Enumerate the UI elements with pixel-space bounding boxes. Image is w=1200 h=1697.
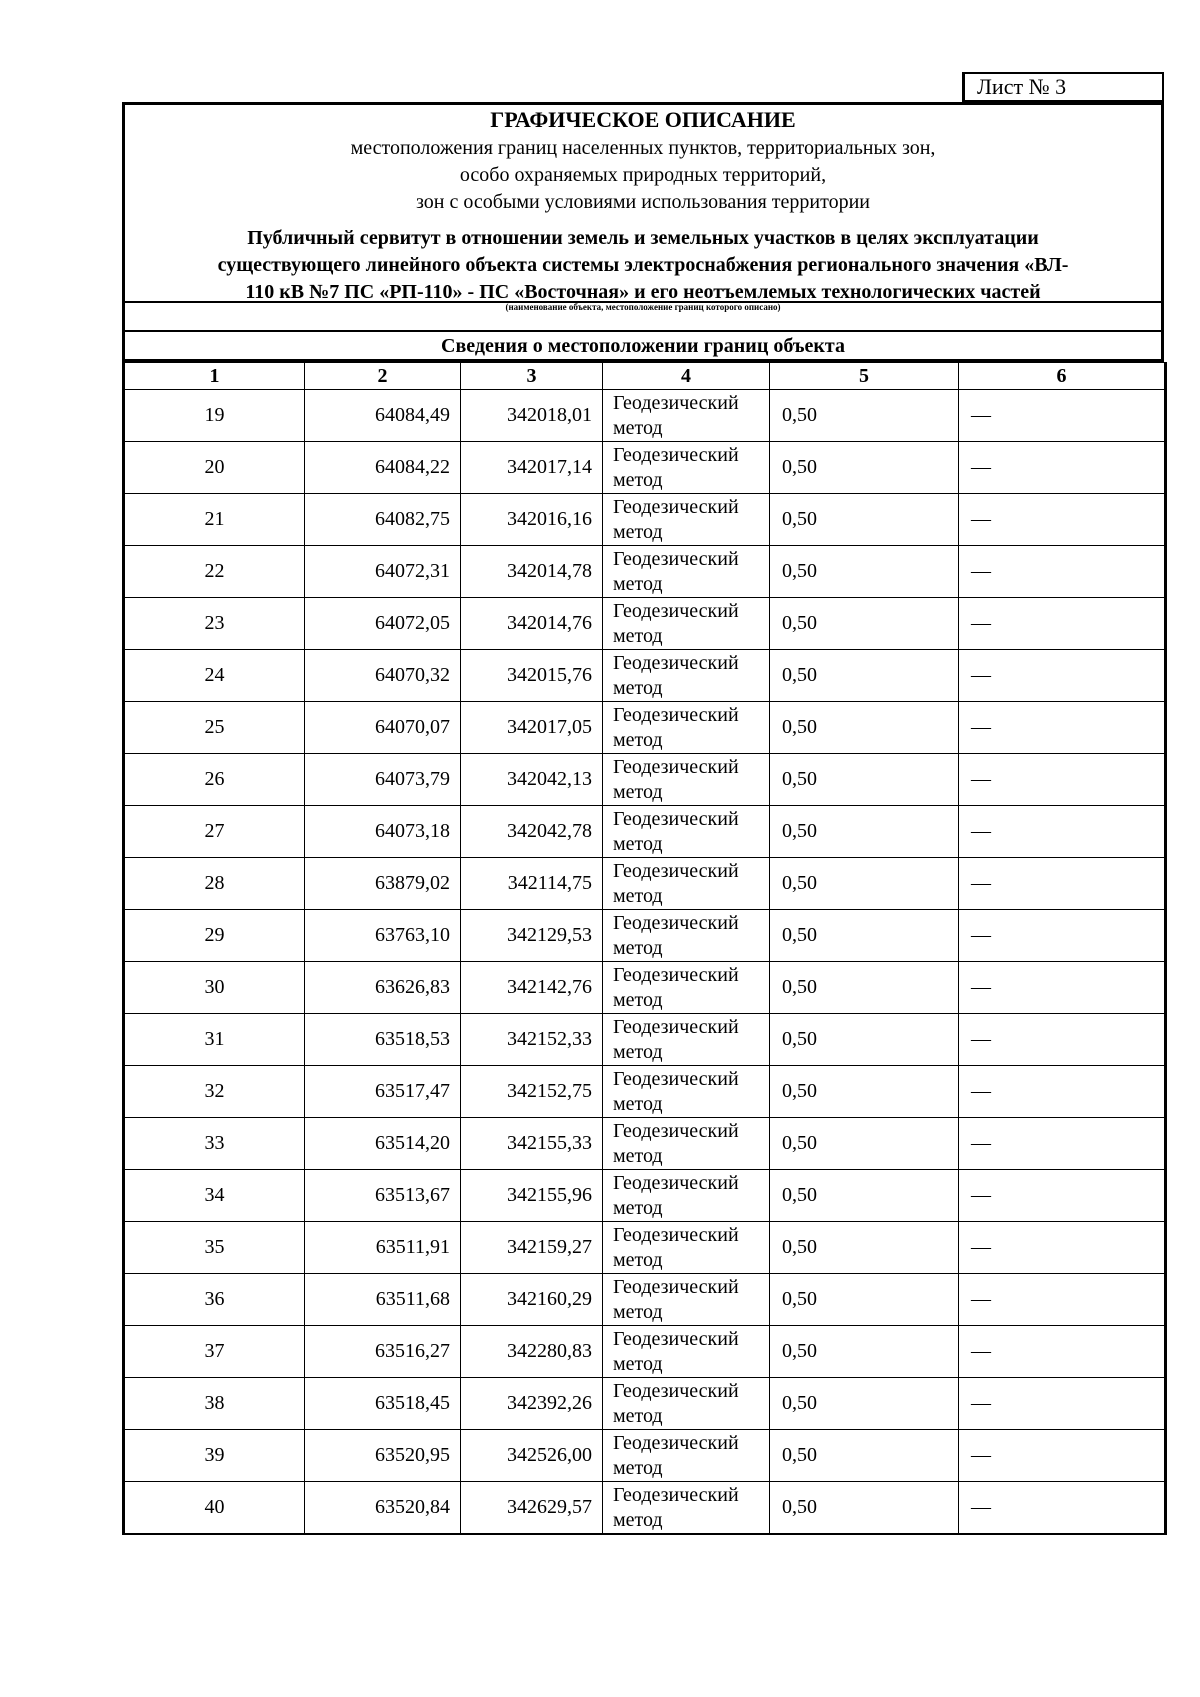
point-number-cell: 32 (124, 1066, 305, 1118)
point-number-cell: 34 (124, 1170, 305, 1222)
accuracy-cell: 0,50 (770, 1378, 959, 1430)
subtitle-line: особо охраняемых природных территорий, (459, 164, 827, 186)
description-cell: — (959, 494, 1166, 546)
coordinate-x-cell: 63518,45 (305, 1378, 461, 1430)
coordinate-y-cell: 342152,33 (461, 1014, 603, 1066)
method-cell: Геодезический метод (603, 858, 770, 910)
method-cell: Геодезический метод (603, 1482, 770, 1535)
coordinate-y-cell: 342129,53 (461, 910, 603, 962)
point-number-cell: 26 (124, 754, 305, 806)
table-header-row (124, 363, 1166, 390)
description-cell: — (959, 442, 1166, 494)
coordinate-y-cell: 342160,29 (461, 1274, 603, 1326)
method-cell: Геодезический метод (603, 754, 770, 806)
point-number-cell: 27 (124, 806, 305, 858)
coordinate-x-cell: 64070,32 (305, 650, 461, 702)
point-number-cell: 19 (124, 390, 305, 442)
coordinate-y-cell: 342280,83 (461, 1326, 603, 1378)
divider (125, 330, 1161, 332)
description-cell: — (959, 1274, 1166, 1326)
accuracy-cell: 0,50 (770, 390, 959, 442)
coordinate-y-cell: 342629,57 (461, 1482, 603, 1535)
accuracy-cell: 0,50 (770, 650, 959, 702)
coordinate-y-cell: 342042,13 (461, 754, 603, 806)
description-cell: — (959, 1170, 1166, 1222)
table-row (124, 650, 1166, 702)
description-cell: — (959, 598, 1166, 650)
object-name (155, 225, 1131, 306)
table-row (124, 1274, 1166, 1326)
method-cell: Геодезический метод (603, 1170, 770, 1222)
accuracy-cell: 0,50 (770, 1430, 959, 1482)
method-cell: Геодезический метод (603, 442, 770, 494)
coordinate-y-cell: 342042,78 (461, 806, 603, 858)
coordinate-y-cell: 342114,75 (461, 858, 603, 910)
point-number-cell: 25 (124, 702, 305, 754)
accuracy-cell: 0,50 (770, 442, 959, 494)
point-number-cell: 20 (124, 442, 305, 494)
document-title: ГРАФИЧЕСКОЕ ОПИСАНИЕ (490, 107, 796, 132)
point-number-cell: 29 (124, 910, 305, 962)
method-cell: Геодезический метод (603, 702, 770, 754)
accuracy-cell: 0,50 (770, 910, 959, 962)
table-row (124, 806, 1166, 858)
point-number-cell: 22 (124, 546, 305, 598)
column-header: 5 (770, 363, 959, 390)
description-cell: — (959, 546, 1166, 598)
column-header: 6 (959, 363, 1166, 390)
coordinates-table (122, 362, 1167, 1535)
subtitle-line: зон с особыми условиями использования территории (415, 191, 871, 213)
table-row (124, 754, 1166, 806)
coordinate-y-cell: 342018,01 (461, 390, 603, 442)
document-subtitle (125, 135, 1161, 216)
method-cell: Геодезический метод (603, 390, 770, 442)
object-name-line: существующего линейного объекта системы электроснабжения регионального значения «ВЛ- (217, 254, 1069, 276)
coordinate-x-cell: 63626,83 (305, 962, 461, 1014)
coordinate-y-cell: 342155,33 (461, 1118, 603, 1170)
coordinate-y-cell: 342014,76 (461, 598, 603, 650)
table-row (124, 910, 1166, 962)
description-cell: — (959, 1326, 1166, 1378)
coordinate-y-cell: 342159,27 (461, 1222, 603, 1274)
method-cell: Геодезический метод (603, 806, 770, 858)
method-cell: Геодезический метод (603, 1274, 770, 1326)
point-number-cell: 30 (124, 962, 305, 1014)
accuracy-cell: 0,50 (770, 702, 959, 754)
accuracy-cell: 0,50 (770, 1118, 959, 1170)
coordinate-y-cell: 342155,96 (461, 1170, 603, 1222)
description-cell: — (959, 1118, 1166, 1170)
accuracy-cell: 0,50 (770, 806, 959, 858)
coordinate-x-cell: 63513,67 (305, 1170, 461, 1222)
point-number-cell: 24 (124, 650, 305, 702)
point-number-cell: 21 (124, 494, 305, 546)
coordinate-x-cell: 64072,31 (305, 546, 461, 598)
table-row (124, 494, 1166, 546)
accuracy-cell: 0,50 (770, 546, 959, 598)
table-row (124, 1378, 1166, 1430)
coordinate-y-cell: 342142,76 (461, 962, 603, 1014)
column-header: 4 (603, 363, 770, 390)
coordinate-y-cell: 342017,05 (461, 702, 603, 754)
coordinate-x-cell: 64072,05 (305, 598, 461, 650)
coordinate-x-cell: 64073,79 (305, 754, 461, 806)
point-number-cell: 36 (124, 1274, 305, 1326)
accuracy-cell: 0,50 (770, 1274, 959, 1326)
table-row (124, 1066, 1166, 1118)
coordinate-x-cell: 63511,91 (305, 1222, 461, 1274)
coordinate-x-cell: 63518,53 (305, 1014, 461, 1066)
description-cell: — (959, 702, 1166, 754)
object-name-line: 110 кВ №7 ПС «РП-110» - ПС «Восточная» и его неотъемлемых технологических частей (245, 281, 1041, 303)
accuracy-cell: 0,50 (770, 1066, 959, 1118)
description-cell: — (959, 806, 1166, 858)
subtitle-line: местоположения границ населенных пунктов, территориальных зон, (350, 137, 936, 159)
description-cell: — (959, 1378, 1166, 1430)
coordinate-x-cell: 64070,07 (305, 702, 461, 754)
coordinate-y-cell: 342152,75 (461, 1066, 603, 1118)
table-row (124, 390, 1166, 442)
accuracy-cell: 0,50 (770, 858, 959, 910)
method-cell: Геодезический метод (603, 962, 770, 1014)
method-cell: Геодезический метод (603, 650, 770, 702)
table-row (124, 546, 1166, 598)
table-row (124, 1222, 1166, 1274)
coordinate-x-cell: 63763,10 (305, 910, 461, 962)
table-row (124, 1430, 1166, 1482)
method-cell: Геодезический метод (603, 1014, 770, 1066)
coordinate-x-cell: 63520,95 (305, 1430, 461, 1482)
description-cell: — (959, 910, 1166, 962)
table-row (124, 1118, 1166, 1170)
coordinate-y-cell: 342392,26 (461, 1378, 603, 1430)
accuracy-cell: 0,50 (770, 1170, 959, 1222)
table-row (124, 1326, 1166, 1378)
coordinate-y-cell: 342017,14 (461, 442, 603, 494)
object-caption: (наименование объекта, местоположение границ которого описано) (505, 302, 781, 312)
section-title: Сведения о местоположении границ объекта (441, 335, 845, 357)
coordinate-x-cell: 63514,20 (305, 1118, 461, 1170)
table-row (124, 598, 1166, 650)
sheet-number-box (962, 72, 1164, 102)
point-number-cell: 39 (124, 1430, 305, 1482)
method-cell: Геодезический метод (603, 1118, 770, 1170)
method-cell: Геодезический метод (603, 1326, 770, 1378)
object-name-line: Публичный сервитут в отношении земель и земельных участков в целях эксплуатации (247, 227, 1039, 249)
point-number-cell: 38 (124, 1378, 305, 1430)
column-header: 2 (305, 363, 461, 390)
coordinate-x-cell: 63879,02 (305, 858, 461, 910)
description-cell: — (959, 1014, 1166, 1066)
coordinate-y-cell: 342526,00 (461, 1430, 603, 1482)
coordinate-x-cell: 63520,84 (305, 1482, 461, 1535)
coordinate-x-cell: 64084,22 (305, 442, 461, 494)
coordinate-x-cell: 64084,49 (305, 390, 461, 442)
point-number-cell: 33 (124, 1118, 305, 1170)
description-cell: — (959, 858, 1166, 910)
description-cell: — (959, 1482, 1166, 1535)
accuracy-cell: 0,50 (770, 1014, 959, 1066)
sheet-number-label: Лист № 3 (977, 74, 1067, 99)
point-number-cell: 35 (124, 1222, 305, 1274)
point-number-cell: 23 (124, 598, 305, 650)
column-header: 3 (461, 363, 603, 390)
coordinate-y-cell: 342014,78 (461, 546, 603, 598)
coordinate-y-cell: 342016,16 (461, 494, 603, 546)
method-cell: Геодезический метод (603, 598, 770, 650)
coordinate-x-cell: 63516,27 (305, 1326, 461, 1378)
table-row (124, 1482, 1166, 1535)
description-cell: — (959, 650, 1166, 702)
accuracy-cell: 0,50 (770, 962, 959, 1014)
method-cell: Геодезический метод (603, 1378, 770, 1430)
accuracy-cell: 0,50 (770, 598, 959, 650)
point-number-cell: 40 (124, 1482, 305, 1535)
column-header: 1 (124, 363, 305, 390)
point-number-cell: 31 (124, 1014, 305, 1066)
method-cell: Геодезический метод (603, 1430, 770, 1482)
coordinate-x-cell: 63517,47 (305, 1066, 461, 1118)
coordinate-x-cell: 63511,68 (305, 1274, 461, 1326)
accuracy-cell: 0,50 (770, 494, 959, 546)
method-cell: Геодезический метод (603, 910, 770, 962)
method-cell: Геодезический метод (603, 494, 770, 546)
description-cell: — (959, 390, 1166, 442)
table-row (124, 962, 1166, 1014)
coordinate-x-cell: 64082,75 (305, 494, 461, 546)
description-cell: — (959, 754, 1166, 806)
description-cell: — (959, 962, 1166, 1014)
accuracy-cell: 0,50 (770, 1326, 959, 1378)
description-cell: — (959, 1222, 1166, 1274)
method-cell: Геодезический метод (603, 1222, 770, 1274)
point-number-cell: 37 (124, 1326, 305, 1378)
table-row (124, 1014, 1166, 1066)
document-header (122, 102, 1164, 362)
table-row (124, 858, 1166, 910)
accuracy-cell: 0,50 (770, 754, 959, 806)
coordinate-y-cell: 342015,76 (461, 650, 603, 702)
coordinate-x-cell: 64073,18 (305, 806, 461, 858)
description-cell: — (959, 1430, 1166, 1482)
accuracy-cell: 0,50 (770, 1222, 959, 1274)
accuracy-cell: 0,50 (770, 1482, 959, 1535)
description-cell: — (959, 1066, 1166, 1118)
table-row (124, 1170, 1166, 1222)
table-row (124, 442, 1166, 494)
method-cell: Геодезический метод (603, 1066, 770, 1118)
method-cell: Геодезический метод (603, 546, 770, 598)
point-number-cell: 28 (124, 858, 305, 910)
table-row (124, 702, 1166, 754)
